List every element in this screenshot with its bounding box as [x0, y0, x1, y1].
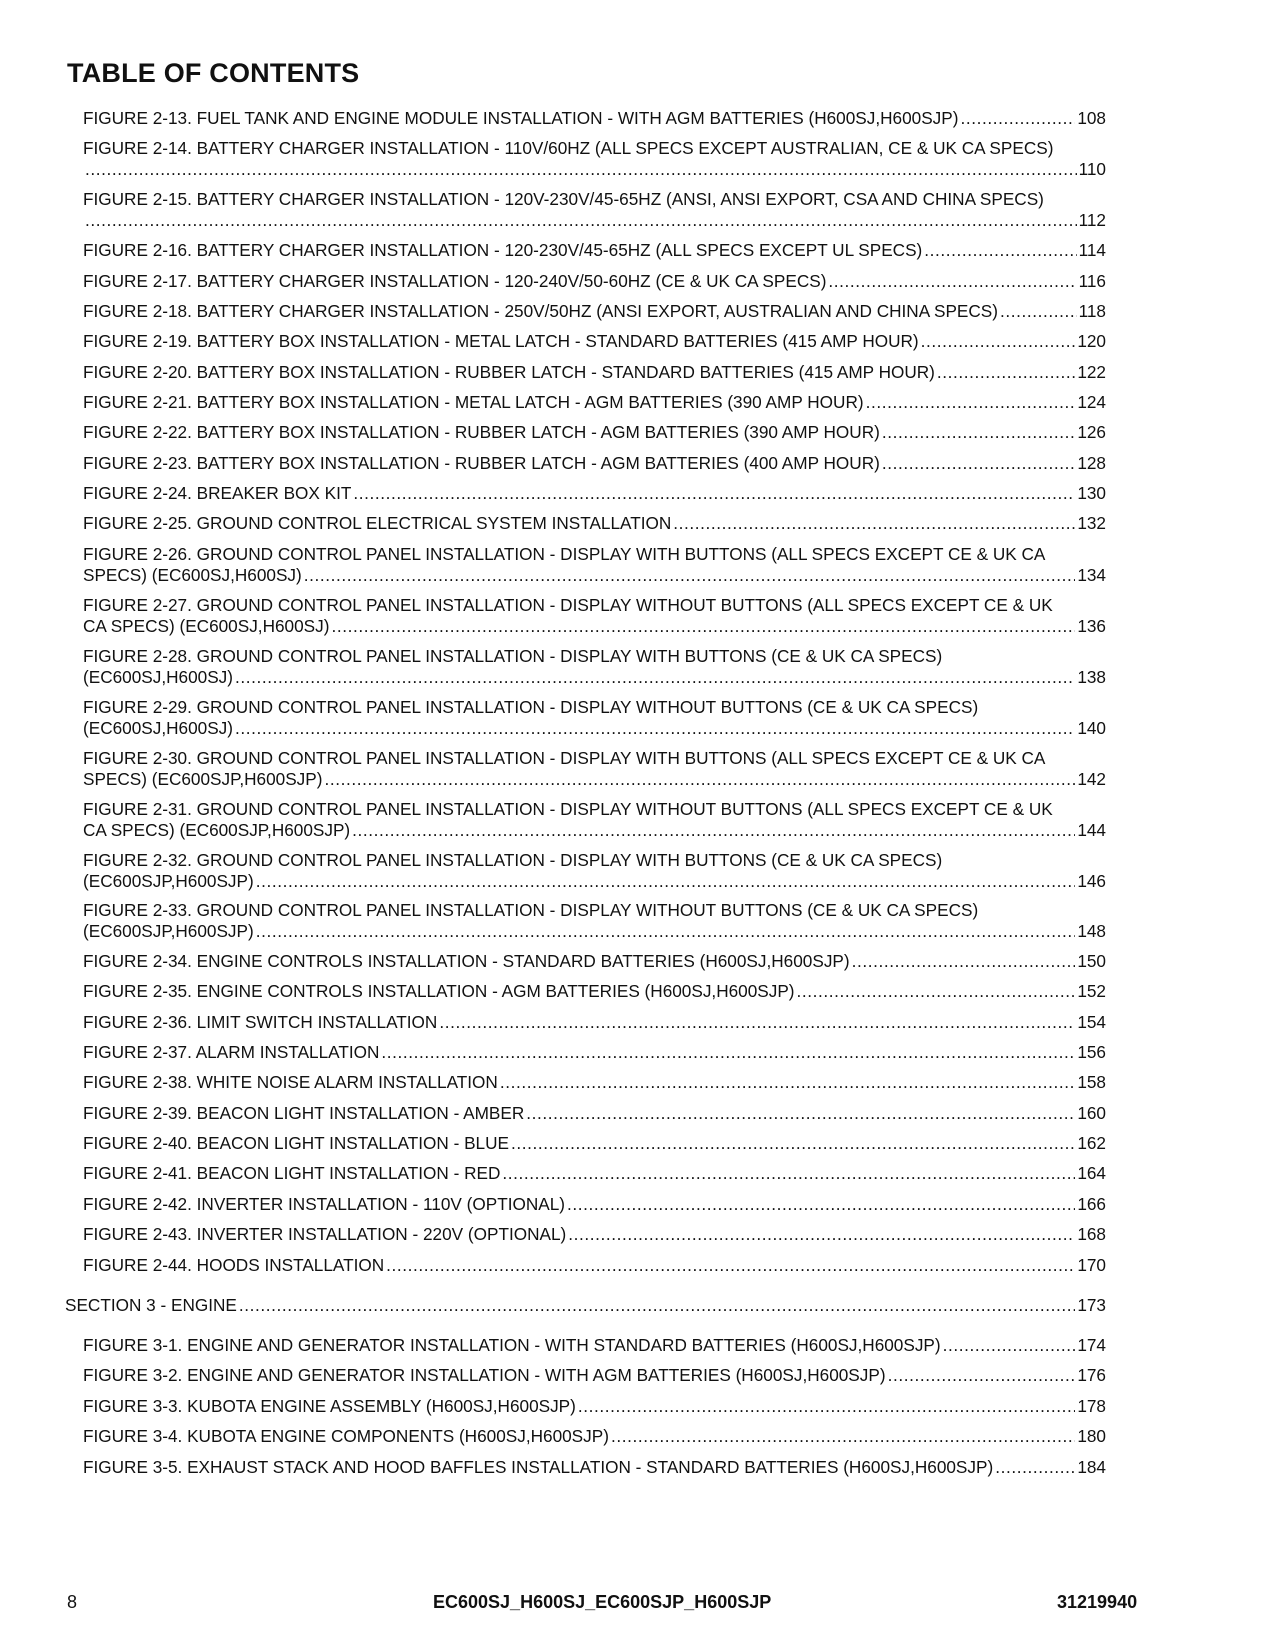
toc-entry-page: 134	[1077, 565, 1106, 585]
toc-entry-title: FIGURE 2-44. HOODS INSTALLATION	[83, 1255, 385, 1275]
toc-entry-title: FIGURE 3-2. ENGINE AND GENERATOR INSTALLATION - WITH AGM BATTERIES (H600SJ,H600SJP)	[83, 1365, 886, 1385]
dot-leader	[673, 513, 1075, 534]
toc-entry[interactable]	[83, 1012, 1106, 1033]
toc-entry-title: (EC600SJP,H600SJP)	[83, 871, 254, 891]
dot-leader	[937, 362, 1075, 383]
toc-entry-title: SPECS) (EC600SJP,H600SJP)	[83, 769, 323, 789]
dot-leader	[960, 108, 1075, 129]
dot-leader	[828, 271, 1076, 292]
toc-entry-page: 148	[1077, 921, 1106, 941]
toc-entry-title: CA SPECS) (EC600SJP,H600SJP)	[83, 820, 351, 840]
toc-entry-page: 118	[1078, 301, 1106, 321]
toc-entry-title: FIGURE 3-3. KUBOTA ENGINE ASSEMBLY (H600SJ,H600SJP)	[83, 1396, 576, 1416]
toc-entry-page: 156	[1077, 1042, 1106, 1062]
toc-entry-page: 132	[1077, 513, 1106, 533]
toc-entry-page: 120	[1077, 331, 1106, 351]
toc-entry[interactable]	[83, 189, 1106, 231]
footer-doc-number: 31219940	[1057, 1592, 1138, 1612]
toc-entry-title: FIGURE 2-15. BATTERY CHARGER INSTALLATION - 120V-230V/45-65HZ (ANSI, ANSI EXPORT, CSA AND CHINA SPECS)	[83, 189, 1044, 209]
dot-leader	[943, 1335, 1076, 1356]
toc-entry[interactable]	[83, 850, 1106, 892]
toc-entry-page: 173	[1077, 1295, 1106, 1315]
toc-entry[interactable]	[83, 1042, 1106, 1063]
dot-leader	[331, 616, 1075, 637]
toc-entry-title: FIGURE 2-17. BATTERY CHARGER INSTALLATION - 120-240V/50-60HZ (CE & UK CA SPECS)	[83, 271, 827, 291]
dot-leader	[567, 1194, 1075, 1215]
dot-leader	[235, 667, 1075, 688]
toc-entry-page: 174	[1077, 1335, 1106, 1355]
toc-entry[interactable]	[83, 422, 1106, 443]
toc-entry-page: 114	[1078, 240, 1106, 260]
toc-entry[interactable]	[83, 1072, 1106, 1093]
toc-entry-title: FIGURE 2-13. FUEL TANK AND ENGINE MODULE INSTALLATION - WITH AGM BATTERIES (H600SJ,H600SJP)	[83, 108, 959, 128]
dot-leader	[852, 951, 1076, 972]
toc-entry[interactable]	[83, 240, 1106, 261]
dot-leader	[921, 331, 1076, 352]
toc-entry-title: FIGURE 2-41. BEACON LIGHT INSTALLATION - RED	[83, 1163, 501, 1183]
toc-entry-page: 138	[1077, 667, 1106, 687]
toc-entry-title: (EC600SJ,H600SJ)	[83, 718, 233, 738]
toc-entry[interactable]	[83, 392, 1106, 413]
toc-entry-title: FIGURE 2-24. BREAKER BOX KIT	[83, 483, 352, 503]
toc-entry-page: 176	[1077, 1365, 1106, 1385]
dot-leader	[304, 565, 1076, 586]
toc-section-entry[interactable]	[65, 1295, 1106, 1316]
toc-entry-title: FIGURE 2-40. BEACON LIGHT INSTALLATION - BLUE	[83, 1133, 509, 1153]
dot-leader	[995, 1457, 1075, 1478]
toc-entry-page: 116	[1078, 271, 1106, 291]
toc-entry-page: 128	[1077, 453, 1106, 473]
toc-entry-page: 170	[1077, 1255, 1106, 1275]
dot-leader	[866, 392, 1076, 413]
toc-entry[interactable]	[83, 1133, 1106, 1154]
toc-entry[interactable]	[83, 1396, 1106, 1417]
dot-leader	[797, 981, 1076, 1002]
toc-entry-page: 152	[1077, 981, 1106, 1001]
toc-entry-page: 180	[1077, 1426, 1106, 1446]
toc-entry-title: FIGURE 2-19. BATTERY BOX INSTALLATION - METAL LATCH - STANDARD BATTERIES (415 AMP HOUR)	[83, 331, 919, 351]
dot-leader	[256, 871, 1076, 892]
toc-entry[interactable]	[83, 595, 1106, 637]
toc-entry[interactable]	[83, 1194, 1106, 1215]
toc-entry-title: (EC600SJP,H600SJP)	[83, 921, 254, 941]
toc-entry-page: 184	[1077, 1457, 1106, 1477]
toc-entry-title: FIGURE 2-18. BATTERY CHARGER INSTALLATION - 250V/50HZ (ANSI EXPORT, AUSTRALIAN AND CHINA SPECS)	[83, 301, 998, 321]
toc-entry[interactable]	[83, 1163, 1106, 1184]
toc-entry[interactable]	[83, 331, 1106, 352]
toc-entry-title: FIGURE 3-4. KUBOTA ENGINE COMPONENTS (H600SJ,H600SJP)	[83, 1426, 609, 1446]
footer-page-number: 8	[67, 1592, 78, 1612]
toc-entry-title: FIGURE 2-34. ENGINE CONTROLS INSTALLATION - STANDARD BATTERIES (H600SJ,H600SJP)	[83, 951, 850, 971]
dot-leader	[511, 1133, 1075, 1154]
toc-entry-title: SECTION 3 - ENGINE	[65, 1295, 237, 1315]
dot-leader	[353, 483, 1075, 504]
toc-entry-title: FIGURE 2-23. BATTERY BOX INSTALLATION - RUBBER LATCH - AGM BATTERIES (400 AMP HOUR)	[83, 453, 880, 473]
toc-entry-page: 178	[1077, 1396, 1106, 1416]
toc-entry-page: 144	[1077, 820, 1106, 840]
dot-leader	[1000, 301, 1077, 322]
toc-entry-title: FIGURE 2-21. BATTERY BOX INSTALLATION - METAL LATCH - AGM BATTERIES (390 AMP HOUR)	[83, 392, 864, 412]
toc-entry-title: (EC600SJ,H600SJ)	[83, 667, 233, 687]
toc-entry-page: 108	[1077, 108, 1106, 128]
dot-leader	[239, 1295, 1075, 1316]
toc-entry[interactable]	[83, 981, 1106, 1002]
dot-leader	[882, 422, 1075, 443]
toc-entry-title: FIGURE 2-38. WHITE NOISE ALARM INSTALLATION	[83, 1072, 498, 1092]
toc-entry-page: 158	[1077, 1072, 1106, 1092]
toc-entry-title: FIGURE 3-1. ENGINE AND GENERATOR INSTALLATION - WITH STANDARD BATTERIES (H600SJ,H600SJP)	[83, 1335, 941, 1355]
dot-leader	[352, 820, 1075, 841]
toc-entry[interactable]	[83, 1255, 1106, 1276]
toc-entry-title: FIGURE 2-16. BATTERY CHARGER INSTALLATION - 120-230V/45-65HZ (ALL SPECS EXCEPT UL SPECS)	[83, 240, 923, 260]
toc-entry[interactable]	[83, 453, 1106, 474]
toc-entry[interactable]	[83, 1457, 1106, 1478]
dot-leader	[500, 1072, 1076, 1093]
toc-entry-page: 124	[1077, 392, 1106, 412]
toc-entry-title-line1: FIGURE 2-26. GROUND CONTROL PANEL INSTALLATION - DISPLAY WITH BUTTONS (ALL SPECS EXCEPT CE & UK CA	[83, 544, 1046, 564]
dot-leader	[924, 240, 1076, 261]
footer-doc-title: EC600SJ_H600SJ_EC600SJP_H600SJP	[433, 1592, 772, 1612]
dot-leader	[578, 1396, 1075, 1417]
toc-entry-page: 168	[1077, 1224, 1106, 1244]
toc-entry-page: 126	[1077, 422, 1106, 442]
toc-entry-title: FIGURE 2-39. BEACON LIGHT INSTALLATION - AMBER	[83, 1103, 525, 1123]
dot-leader	[439, 1012, 1075, 1033]
dot-leader	[502, 1163, 1075, 1184]
toc-entry-title-line1: FIGURE 2-33. GROUND CONTROL PANEL INSTALLATION - DISPLAY WITHOUT BUTTONS (CE & UK CA SPECS)	[83, 900, 979, 920]
toc-entry-page: 150	[1077, 951, 1106, 971]
dot-leader	[85, 159, 1077, 180]
toc-entry-title-line1: FIGURE 2-32. GROUND CONTROL PANEL INSTALLATION - DISPLAY WITH BUTTONS (CE & UK CA SPECS)	[83, 850, 943, 870]
dot-leader	[235, 718, 1075, 739]
toc-entry-title: FIGURE 2-43. INVERTER INSTALLATION - 220V (OPTIONAL)	[83, 1224, 567, 1244]
page-title: TABLE OF CONTENTS	[67, 58, 360, 88]
toc-entry-title-line1: FIGURE 2-27. GROUND CONTROL PANEL INSTALLATION - DISPLAY WITHOUT BUTTONS (ALL SPECS EXCEPT CE & UK	[83, 595, 1053, 615]
toc-entry-page: 162	[1077, 1133, 1106, 1153]
toc-entry-title: FIGURE 3-5. EXHAUST STACK AND HOOD BAFFLES INSTALLATION - STANDARD BATTERIES (H600SJ,H600SJP)	[83, 1457, 994, 1477]
toc-entry-title-line1: FIGURE 2-28. GROUND CONTROL PANEL INSTALLATION - DISPLAY WITH BUTTONS (CE & UK CA SPECS)	[83, 646, 943, 666]
toc-entry-title: FIGURE 2-25. GROUND CONTROL ELECTRICAL SYSTEM INSTALLATION	[83, 513, 672, 533]
toc-entry[interactable]	[83, 748, 1106, 790]
toc-entry-title: FIGURE 2-14. BATTERY CHARGER INSTALLATION - 110V/60HZ (ALL SPECS EXCEPT AUSTRALIAN, CE & UK CA SPECS)	[83, 138, 1054, 158]
toc-entry[interactable]	[83, 483, 1106, 504]
toc-entry-page: 122	[1077, 362, 1106, 382]
toc-entry-page: 140	[1077, 718, 1106, 738]
toc-entry-page: 136	[1077, 616, 1106, 636]
toc-entry[interactable]	[83, 362, 1106, 383]
toc-entry[interactable]	[83, 799, 1106, 841]
toc-entry-page: 160	[1077, 1103, 1106, 1123]
toc-entry-title: FIGURE 2-22. BATTERY BOX INSTALLATION - RUBBER LATCH - AGM BATTERIES (390 AMP HOUR)	[83, 422, 880, 442]
toc-entry[interactable]	[83, 951, 1106, 972]
toc-entry-title-line1: FIGURE 2-29. GROUND CONTROL PANEL INSTALLATION - DISPLAY WITHOUT BUTTONS (CE & UK CA SPECS)	[83, 697, 979, 717]
toc-entry[interactable]	[83, 1426, 1106, 1447]
toc-entry[interactable]	[83, 544, 1106, 586]
toc-entry-title: FIGURE 2-35. ENGINE CONTROLS INSTALLATION - AGM BATTERIES (H600SJ,H600SJP)	[83, 981, 795, 1001]
dot-leader	[381, 1042, 1075, 1063]
toc-entry[interactable]	[83, 900, 1106, 942]
toc-entry[interactable]	[83, 646, 1106, 688]
toc-entry-title-line1: FIGURE 2-30. GROUND CONTROL PANEL INSTALLATION - DISPLAY WITH BUTTONS (ALL SPECS EXCEPT CE & UK CA	[83, 748, 1046, 768]
toc-entry-title: SPECS) (EC600SJ,H600SJ)	[83, 565, 302, 585]
dot-leader	[256, 921, 1076, 942]
dot-leader	[888, 1365, 1076, 1386]
toc-entry[interactable]	[83, 271, 1106, 292]
toc-entry[interactable]	[83, 697, 1106, 739]
toc-entry-page: 166	[1077, 1194, 1106, 1214]
dot-leader	[568, 1224, 1075, 1245]
toc-entry[interactable]	[83, 1335, 1106, 1356]
toc-entry[interactable]	[83, 1103, 1106, 1124]
dot-leader	[85, 210, 1077, 231]
toc-entry-title: FIGURE 2-20. BATTERY BOX INSTALLATION - RUBBER LATCH - STANDARD BATTERIES (415 AMP HOUR)	[83, 362, 935, 382]
toc-entry-page: 164	[1077, 1163, 1106, 1183]
toc-entry-page: 110	[1078, 159, 1106, 179]
toc-entry-title: FIGURE 2-42. INVERTER INSTALLATION - 110V (OPTIONAL)	[83, 1194, 565, 1214]
toc-entry-title: FIGURE 2-37. ALARM INSTALLATION	[83, 1042, 380, 1062]
toc-entry-title-line1: FIGURE 2-31. GROUND CONTROL PANEL INSTALLATION - DISPLAY WITHOUT BUTTONS (ALL SPECS EXCEPT CE & UK	[83, 799, 1053, 819]
toc-entry[interactable]	[83, 108, 1106, 129]
toc-entry[interactable]	[83, 1224, 1106, 1245]
toc-entry[interactable]	[83, 513, 1106, 534]
toc-entry-page: 146	[1077, 871, 1106, 891]
toc-entry[interactable]	[83, 301, 1106, 322]
dot-leader	[386, 1255, 1075, 1276]
toc-entry[interactable]	[83, 138, 1106, 180]
toc-entry-title: FIGURE 2-36. LIMIT SWITCH INSTALLATION	[83, 1012, 438, 1032]
toc-entry-page: 130	[1077, 483, 1106, 503]
dot-leader	[324, 769, 1075, 790]
dot-leader	[611, 1426, 1075, 1447]
toc-entry-page: 142	[1077, 769, 1106, 789]
toc-entry-page: 154	[1077, 1012, 1106, 1032]
dot-leader	[526, 1103, 1075, 1124]
dot-leader	[882, 453, 1075, 474]
toc-entry[interactable]	[83, 1365, 1106, 1386]
toc-entry-title: CA SPECS) (EC600SJ,H600SJ)	[83, 616, 330, 636]
toc-entry-page: 112	[1078, 210, 1106, 230]
